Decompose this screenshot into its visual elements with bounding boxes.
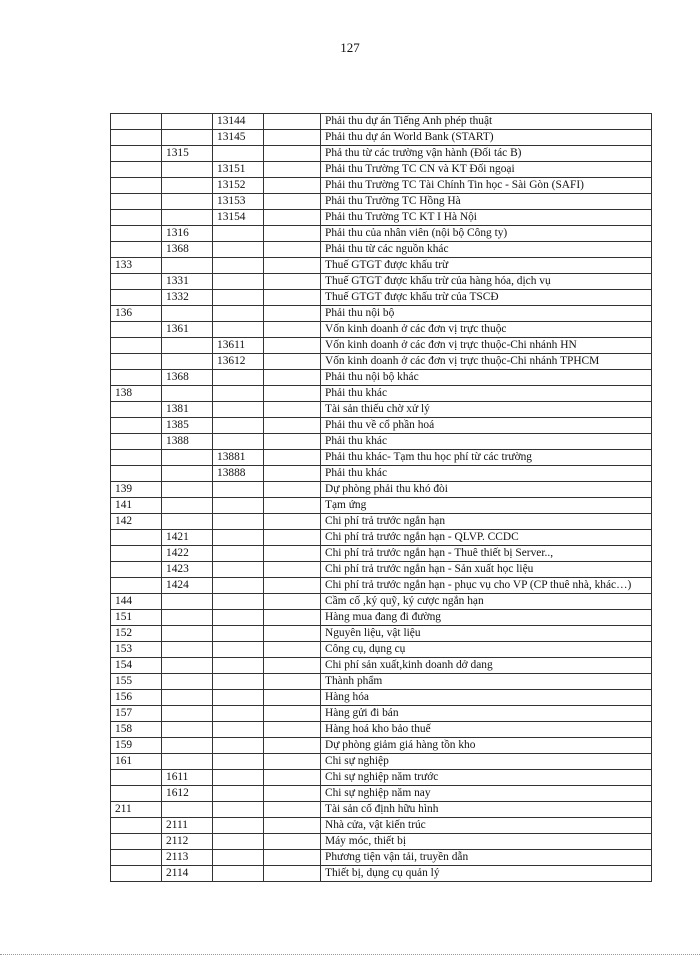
account-level-1 bbox=[111, 114, 162, 130]
table-row bbox=[111, 562, 652, 578]
account-name: Thiết bị, dụng cụ quản lý bbox=[321, 866, 652, 882]
account-level-2 bbox=[162, 130, 213, 146]
account-name: Chi sự nghiệp năm nay bbox=[321, 786, 652, 802]
table-row bbox=[111, 786, 652, 802]
account-level-1 bbox=[111, 146, 162, 162]
account-name: Hàng hoá kho bảo thuế bbox=[321, 722, 652, 738]
account-level-3 bbox=[213, 306, 264, 322]
account-level-4 bbox=[264, 754, 321, 770]
account-level-3 bbox=[213, 514, 264, 530]
account-level-2 bbox=[162, 738, 213, 754]
table-row bbox=[111, 802, 652, 818]
table-row bbox=[111, 242, 652, 258]
table-row bbox=[111, 722, 652, 738]
account-level-1: 211 bbox=[111, 802, 162, 818]
account-name: Tài sản cố định hữu hình bbox=[321, 802, 652, 818]
table-row bbox=[111, 530, 652, 546]
table-row bbox=[111, 658, 652, 674]
account-level-4 bbox=[264, 386, 321, 402]
account-level-2: 1316 bbox=[162, 226, 213, 242]
account-level-4 bbox=[264, 130, 321, 146]
account-level-3 bbox=[213, 498, 264, 514]
account-level-4 bbox=[264, 738, 321, 754]
table-row bbox=[111, 354, 652, 370]
account-level-3 bbox=[213, 610, 264, 626]
table-row bbox=[111, 738, 652, 754]
table-row bbox=[111, 498, 652, 514]
account-level-1 bbox=[111, 786, 162, 802]
table-row bbox=[111, 130, 652, 146]
account-level-3 bbox=[213, 370, 264, 386]
account-level-3 bbox=[213, 770, 264, 786]
account-level-3: 13612 bbox=[213, 354, 264, 370]
account-level-3 bbox=[213, 626, 264, 642]
account-level-3 bbox=[213, 706, 264, 722]
account-level-2 bbox=[162, 482, 213, 498]
table-row bbox=[111, 210, 652, 226]
account-level-2: 1315 bbox=[162, 146, 213, 162]
account-level-3: 13888 bbox=[213, 466, 264, 482]
account-level-3: 13154 bbox=[213, 210, 264, 226]
account-name: Phải thu khác bbox=[321, 386, 652, 402]
account-level-1 bbox=[111, 194, 162, 210]
table-row bbox=[111, 402, 652, 418]
account-level-2 bbox=[162, 162, 213, 178]
account-level-1: 154 bbox=[111, 658, 162, 674]
account-name: Nhà cửa, vật kiến trúc bbox=[321, 818, 652, 834]
account-level-4 bbox=[264, 402, 321, 418]
account-level-2 bbox=[162, 802, 213, 818]
account-level-1: 136 bbox=[111, 306, 162, 322]
account-level-1 bbox=[111, 130, 162, 146]
table-row bbox=[111, 850, 652, 866]
account-level-3 bbox=[213, 738, 264, 754]
account-level-2: 1423 bbox=[162, 562, 213, 578]
account-level-1 bbox=[111, 322, 162, 338]
account-level-1: 139 bbox=[111, 482, 162, 498]
account-level-2 bbox=[162, 594, 213, 610]
table-row bbox=[111, 418, 652, 434]
account-level-2 bbox=[162, 210, 213, 226]
account-level-4 bbox=[264, 370, 321, 386]
account-level-4 bbox=[264, 722, 321, 738]
account-level-4 bbox=[264, 770, 321, 786]
account-level-1 bbox=[111, 434, 162, 450]
account-level-3 bbox=[213, 834, 264, 850]
table-row bbox=[111, 594, 652, 610]
account-level-1 bbox=[111, 242, 162, 258]
account-level-3 bbox=[213, 530, 264, 546]
account-level-2: 1368 bbox=[162, 242, 213, 258]
account-level-1 bbox=[111, 450, 162, 466]
account-level-4 bbox=[264, 146, 321, 162]
account-level-3 bbox=[213, 786, 264, 802]
table-row bbox=[111, 466, 652, 482]
account-level-2 bbox=[162, 386, 213, 402]
account-level-2: 1381 bbox=[162, 402, 213, 418]
account-level-4 bbox=[264, 786, 321, 802]
account-level-2: 2111 bbox=[162, 818, 213, 834]
account-name: Dự phòng phải thu khó đòi bbox=[321, 482, 652, 498]
account-level-4 bbox=[264, 178, 321, 194]
account-name: Thuế GTGT được khấu trừ bbox=[321, 258, 652, 274]
account-level-1 bbox=[111, 354, 162, 370]
account-level-3: 13151 bbox=[213, 162, 264, 178]
table-row bbox=[111, 322, 652, 338]
account-level-1 bbox=[111, 290, 162, 306]
table-row bbox=[111, 578, 652, 594]
account-level-3 bbox=[213, 850, 264, 866]
account-name: Phải thu Trường TC Tài Chính Tin học - Sài Gòn (SAFI) bbox=[321, 178, 652, 194]
account-level-2 bbox=[162, 354, 213, 370]
account-name: Cầm cố ,ký quỹ, ký cược ngắn hạn bbox=[321, 594, 652, 610]
account-level-1 bbox=[111, 866, 162, 882]
table-row bbox=[111, 370, 652, 386]
account-level-4 bbox=[264, 578, 321, 594]
table-row bbox=[111, 610, 652, 626]
table-row bbox=[111, 482, 652, 498]
account-level-1 bbox=[111, 178, 162, 194]
account-level-3 bbox=[213, 418, 264, 434]
account-level-2 bbox=[162, 306, 213, 322]
account-level-4 bbox=[264, 498, 321, 514]
account-level-4 bbox=[264, 690, 321, 706]
account-level-4 bbox=[264, 674, 321, 690]
account-level-3 bbox=[213, 818, 264, 834]
account-name: Chi sự nghiệp bbox=[321, 754, 652, 770]
account-level-3 bbox=[213, 322, 264, 338]
account-level-1 bbox=[111, 210, 162, 226]
table-row bbox=[111, 754, 652, 770]
account-rows bbox=[111, 114, 652, 882]
account-level-1 bbox=[111, 578, 162, 594]
account-level-1: 138 bbox=[111, 386, 162, 402]
table-row bbox=[111, 770, 652, 786]
account-level-2: 1368 bbox=[162, 370, 213, 386]
table-row bbox=[111, 338, 652, 354]
account-level-3: 13611 bbox=[213, 338, 264, 354]
account-level-4 bbox=[264, 482, 321, 498]
table-row bbox=[111, 866, 652, 882]
account-level-4 bbox=[264, 834, 321, 850]
account-level-1 bbox=[111, 402, 162, 418]
account-level-1: 159 bbox=[111, 738, 162, 754]
account-name: Phải thu của nhân viên (nội bộ Công ty) bbox=[321, 226, 652, 242]
table-row bbox=[111, 194, 652, 210]
account-level-3 bbox=[213, 578, 264, 594]
account-level-4 bbox=[264, 418, 321, 434]
account-level-3 bbox=[213, 754, 264, 770]
account-name: Chi sự nghiệp năm trước bbox=[321, 770, 652, 786]
account-name: Công cụ, dụng cụ bbox=[321, 642, 652, 658]
table-row bbox=[111, 546, 652, 562]
account-level-1 bbox=[111, 418, 162, 434]
account-level-3: 13145 bbox=[213, 130, 264, 146]
account-level-3: 13152 bbox=[213, 178, 264, 194]
account-level-2 bbox=[162, 466, 213, 482]
account-level-4 bbox=[264, 706, 321, 722]
account-level-3 bbox=[213, 402, 264, 418]
account-name: Phải thu nội bộ bbox=[321, 306, 652, 322]
account-name: Chi phí trả trước ngắn hạn - Thuê thiết bị Server.., bbox=[321, 546, 652, 562]
account-level-1 bbox=[111, 530, 162, 546]
account-level-4 bbox=[264, 450, 321, 466]
account-level-1 bbox=[111, 162, 162, 178]
account-level-4 bbox=[264, 306, 321, 322]
account-level-2 bbox=[162, 514, 213, 530]
table-row bbox=[111, 434, 652, 450]
account-level-2: 1388 bbox=[162, 434, 213, 450]
account-level-3 bbox=[213, 690, 264, 706]
table-row bbox=[111, 146, 652, 162]
account-level-4 bbox=[264, 866, 321, 882]
account-level-2 bbox=[162, 258, 213, 274]
account-level-1: 158 bbox=[111, 722, 162, 738]
account-level-1 bbox=[111, 834, 162, 850]
account-level-2 bbox=[162, 754, 213, 770]
table-row bbox=[111, 706, 652, 722]
table-row bbox=[111, 386, 652, 402]
table-row bbox=[111, 178, 652, 194]
account-level-3 bbox=[213, 226, 264, 242]
account-level-3: 13881 bbox=[213, 450, 264, 466]
account-level-3 bbox=[213, 642, 264, 658]
table-row bbox=[111, 162, 652, 178]
account-level-2 bbox=[162, 690, 213, 706]
account-level-4 bbox=[264, 338, 321, 354]
account-name: Hàng mua đang đi đường bbox=[321, 610, 652, 626]
account-level-3 bbox=[213, 674, 264, 690]
account-name: Phải thu khác bbox=[321, 434, 652, 450]
account-level-2: 1421 bbox=[162, 530, 213, 546]
account-level-3: 13144 bbox=[213, 114, 264, 130]
account-level-4 bbox=[264, 434, 321, 450]
table-row bbox=[111, 514, 652, 530]
account-level-2 bbox=[162, 626, 213, 642]
account-name: Máy móc, thiết bị bbox=[321, 834, 652, 850]
account-level-1 bbox=[111, 338, 162, 354]
account-level-1 bbox=[111, 562, 162, 578]
account-level-1 bbox=[111, 370, 162, 386]
account-level-2: 2113 bbox=[162, 850, 213, 866]
table-row bbox=[111, 690, 652, 706]
account-level-1 bbox=[111, 546, 162, 562]
account-level-2: 1612 bbox=[162, 786, 213, 802]
account-level-4 bbox=[264, 290, 321, 306]
chart-of-accounts-table bbox=[110, 113, 652, 882]
account-name: Phải thu khác- Tạm thu học phí từ các trường bbox=[321, 450, 652, 466]
account-name: Phải thu dự án World Bank (START) bbox=[321, 130, 652, 146]
account-name: Nguyên liệu, vật liệu bbox=[321, 626, 652, 642]
account-level-3 bbox=[213, 146, 264, 162]
account-name: Phải thu nội bộ khác bbox=[321, 370, 652, 386]
account-level-4 bbox=[264, 546, 321, 562]
account-level-3 bbox=[213, 658, 264, 674]
account-level-4 bbox=[264, 562, 321, 578]
account-level-2: 1361 bbox=[162, 322, 213, 338]
account-level-3 bbox=[213, 482, 264, 498]
account-name: Hàng hóa bbox=[321, 690, 652, 706]
account-level-1: 151 bbox=[111, 610, 162, 626]
table-row bbox=[111, 674, 652, 690]
account-level-4 bbox=[264, 658, 321, 674]
table-row bbox=[111, 226, 652, 242]
account-level-2: 2112 bbox=[162, 834, 213, 850]
account-level-1: 152 bbox=[111, 626, 162, 642]
account-level-3 bbox=[213, 242, 264, 258]
account-level-4 bbox=[264, 514, 321, 530]
account-level-2 bbox=[162, 610, 213, 626]
account-level-4 bbox=[264, 530, 321, 546]
account-name: Phả thu từ các trường vận hành (Đối tác B) bbox=[321, 146, 652, 162]
account-name: Thành phẩm bbox=[321, 674, 652, 690]
account-name: Phải thu về cổ phần hoá bbox=[321, 418, 652, 434]
account-level-4 bbox=[264, 210, 321, 226]
account-level-1: 161 bbox=[111, 754, 162, 770]
account-level-3 bbox=[213, 258, 264, 274]
account-level-2 bbox=[162, 114, 213, 130]
account-name: Hàng gửi đi bán bbox=[321, 706, 652, 722]
account-name: Chi phí trả trước ngắn hạn - phục vụ cho VP (CP thuê nhà, khác…) bbox=[321, 578, 652, 594]
account-level-4 bbox=[264, 610, 321, 626]
account-level-1 bbox=[111, 850, 162, 866]
table-row bbox=[111, 626, 652, 642]
account-level-4 bbox=[264, 322, 321, 338]
account-name: Phải thu Trường TC KT I Hà Nội bbox=[321, 210, 652, 226]
account-level-2 bbox=[162, 178, 213, 194]
account-name: Thuế GTGT được khấu trừ của TSCĐ bbox=[321, 290, 652, 306]
account-level-4 bbox=[264, 194, 321, 210]
account-name: Vốn kinh doanh ở các đơn vị trực thuộc-Chi nhánh TPHCM bbox=[321, 354, 652, 370]
table-row bbox=[111, 306, 652, 322]
account-level-3 bbox=[213, 802, 264, 818]
account-level-1: 155 bbox=[111, 674, 162, 690]
account-level-4 bbox=[264, 274, 321, 290]
account-level-3 bbox=[213, 386, 264, 402]
account-level-4 bbox=[264, 114, 321, 130]
account-level-1: 133 bbox=[111, 258, 162, 274]
account-level-1: 142 bbox=[111, 514, 162, 530]
account-level-1: 141 bbox=[111, 498, 162, 514]
account-name: Vốn kinh doanh ở các đơn vị trực thuộc bbox=[321, 322, 652, 338]
table-row bbox=[111, 114, 652, 130]
account-level-2: 1422 bbox=[162, 546, 213, 562]
account-level-1 bbox=[111, 226, 162, 242]
table-row bbox=[111, 274, 652, 290]
account-level-3 bbox=[213, 290, 264, 306]
account-level-3: 13153 bbox=[213, 194, 264, 210]
account-level-1 bbox=[111, 274, 162, 290]
account-level-4 bbox=[264, 466, 321, 482]
page-number: 127 bbox=[340, 40, 360, 55]
account-level-2: 2114 bbox=[162, 866, 213, 882]
table-row bbox=[111, 834, 652, 850]
account-name: Tài sản thiếu chờ xử lý bbox=[321, 402, 652, 418]
account-level-2: 1331 bbox=[162, 274, 213, 290]
account-level-2 bbox=[162, 498, 213, 514]
account-name: Phải thu Trường TC CN và KT Đối ngoại bbox=[321, 162, 652, 178]
account-level-3 bbox=[213, 434, 264, 450]
account-level-4 bbox=[264, 226, 321, 242]
table-row bbox=[111, 818, 652, 834]
account-level-2 bbox=[162, 338, 213, 354]
account-level-4 bbox=[264, 354, 321, 370]
account-level-3 bbox=[213, 562, 264, 578]
account-name: Dự phòng giảm giá hàng tồn kho bbox=[321, 738, 652, 754]
account-level-2 bbox=[162, 674, 213, 690]
account-level-3 bbox=[213, 274, 264, 290]
table-row bbox=[111, 290, 652, 306]
table-row bbox=[111, 642, 652, 658]
account-level-2 bbox=[162, 642, 213, 658]
account-level-2 bbox=[162, 722, 213, 738]
account-name: Chi phí sản xuất,kinh doanh dở dang bbox=[321, 658, 652, 674]
page-bottom-rule bbox=[0, 954, 700, 955]
account-level-4 bbox=[264, 642, 321, 658]
account-level-1 bbox=[111, 818, 162, 834]
account-level-3 bbox=[213, 594, 264, 610]
account-level-3 bbox=[213, 866, 264, 882]
table-row bbox=[111, 450, 652, 466]
account-level-4 bbox=[264, 258, 321, 274]
account-name: Thuế GTGT được khấu trừ của hàng hóa, dịch vụ bbox=[321, 274, 652, 290]
account-name: Phải thu khác bbox=[321, 466, 652, 482]
account-level-1 bbox=[111, 770, 162, 786]
account-name: Chi phí trả trước ngắn hạn bbox=[321, 514, 652, 530]
account-name: Phương tiện vận tải, truyền dẫn bbox=[321, 850, 652, 866]
account-level-1: 156 bbox=[111, 690, 162, 706]
table-row bbox=[111, 258, 652, 274]
account-name: Phải thu từ các nguồn khác bbox=[321, 242, 652, 258]
account-name: Tạm ứng bbox=[321, 498, 652, 514]
account-name: Phải thu dự án Tiếng Anh phép thuật bbox=[321, 114, 652, 130]
account-level-3 bbox=[213, 722, 264, 738]
account-level-1: 144 bbox=[111, 594, 162, 610]
account-level-4 bbox=[264, 850, 321, 866]
account-level-2: 1332 bbox=[162, 290, 213, 306]
account-name: Phải thu Trường TC Hồng Hà bbox=[321, 194, 652, 210]
account-level-4 bbox=[264, 802, 321, 818]
account-name: Chi phí trả trước ngắn hạn - QLVP. CCDC bbox=[321, 530, 652, 546]
account-level-3 bbox=[213, 546, 264, 562]
account-level-4 bbox=[264, 626, 321, 642]
account-level-4 bbox=[264, 818, 321, 834]
account-level-4 bbox=[264, 242, 321, 258]
account-level-4 bbox=[264, 162, 321, 178]
account-level-4 bbox=[264, 594, 321, 610]
account-level-1: 153 bbox=[111, 642, 162, 658]
account-level-2: 1385 bbox=[162, 418, 213, 434]
account-level-2 bbox=[162, 450, 213, 466]
account-name: Vốn kinh doanh ở các đơn vị trực thuộc-Chi nhánh HN bbox=[321, 338, 652, 354]
account-level-2 bbox=[162, 706, 213, 722]
account-level-1: 157 bbox=[111, 706, 162, 722]
account-level-1 bbox=[111, 466, 162, 482]
account-level-2: 1424 bbox=[162, 578, 213, 594]
account-level-2: 1611 bbox=[162, 770, 213, 786]
account-level-2 bbox=[162, 658, 213, 674]
account-level-2 bbox=[162, 194, 213, 210]
account-name: Chi phí trả trước ngắn hạn - Sản xuất học liệu bbox=[321, 562, 652, 578]
